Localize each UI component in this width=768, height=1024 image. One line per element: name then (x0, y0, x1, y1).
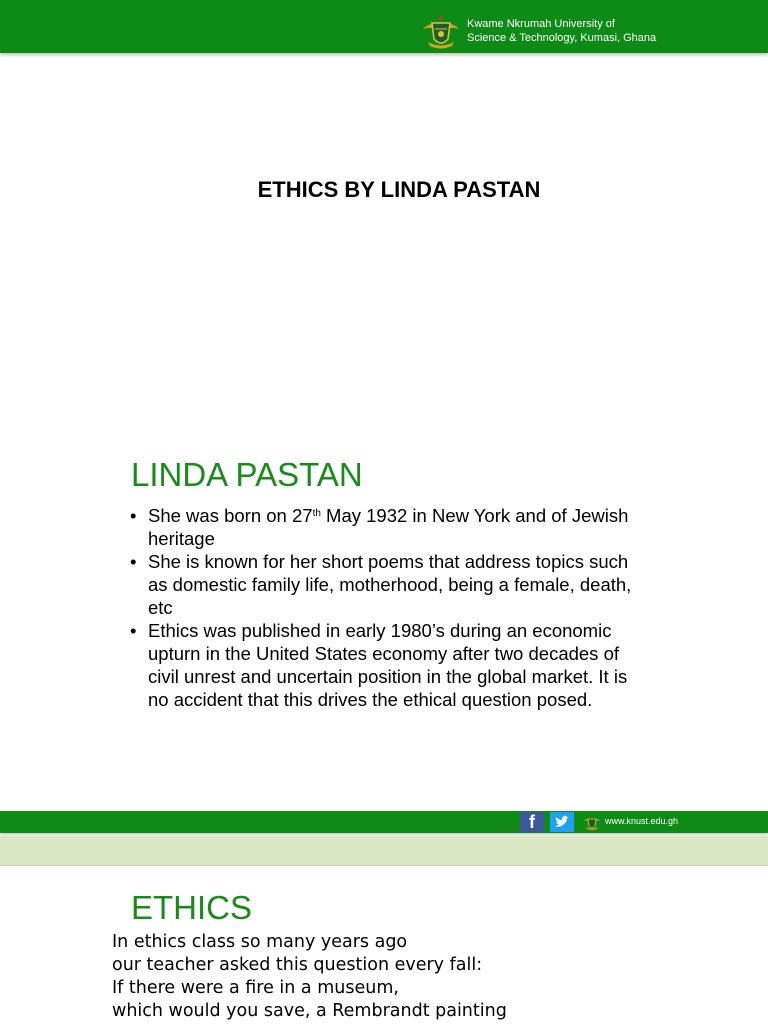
footer-bar (0, 811, 768, 833)
slide-title: ETHICS BY LINDA PASTAN (257, 177, 541, 202)
website-link[interactable]: www.knust.edu.gh (605, 816, 679, 826)
section-heading-linda-pastan: LINDA PASTAN (131, 456, 363, 493)
facebook-icon[interactable]: f (520, 812, 544, 832)
bullet-list (130, 504, 650, 711)
university-crest-icon (420, 9, 462, 51)
bullet-text-birth-sup: th (312, 508, 321, 519)
bullet-marker: • (130, 620, 137, 641)
poem-line: In ethics class so many years ago (112, 932, 408, 952)
section-heading-ethics: ETHICS (131, 889, 253, 926)
poem-excerpt (112, 931, 507, 1023)
poem-line: which would you save, a Rembrandt painting (112, 1001, 507, 1021)
bullet-marker: • (130, 551, 137, 572)
bullet-item-publication (130, 619, 650, 711)
bullet-text-birth-before: She was born on 27 (148, 505, 313, 526)
bullet-marker: • (130, 505, 137, 526)
twitter-icon[interactable] (550, 812, 574, 832)
university-name (467, 17, 656, 45)
university-crest-small-icon (583, 813, 601, 831)
slide-separator-band (0, 836, 768, 866)
bullet-text-birth-after: May 1932 in New York and of Jewish heritage (148, 505, 629, 549)
university-name-line1: Kwame Nkrumah University of (467, 18, 615, 30)
university-name-line2: Science & Technology, Kumasi, Ghana (467, 32, 657, 44)
header-bar (0, 0, 768, 53)
bullet-item-themes (130, 550, 650, 619)
poem-line: If there were a fire in a museum, (112, 978, 399, 998)
bullet-item-birth (130, 504, 650, 550)
bullet-text-themes: She is known for her short poems that address topics such as domestic family life, motherhood, being a female, death, etc (148, 551, 632, 618)
bullet-text-publication: Ethics was published in early 1980’s during an economic upturn in the United States economy after two decades of civil unrest and uncertain position in the global market. It is no accident that this drives the ethical question posed. (148, 620, 628, 710)
poem-line: our teacher asked this question every fall: (112, 955, 483, 975)
